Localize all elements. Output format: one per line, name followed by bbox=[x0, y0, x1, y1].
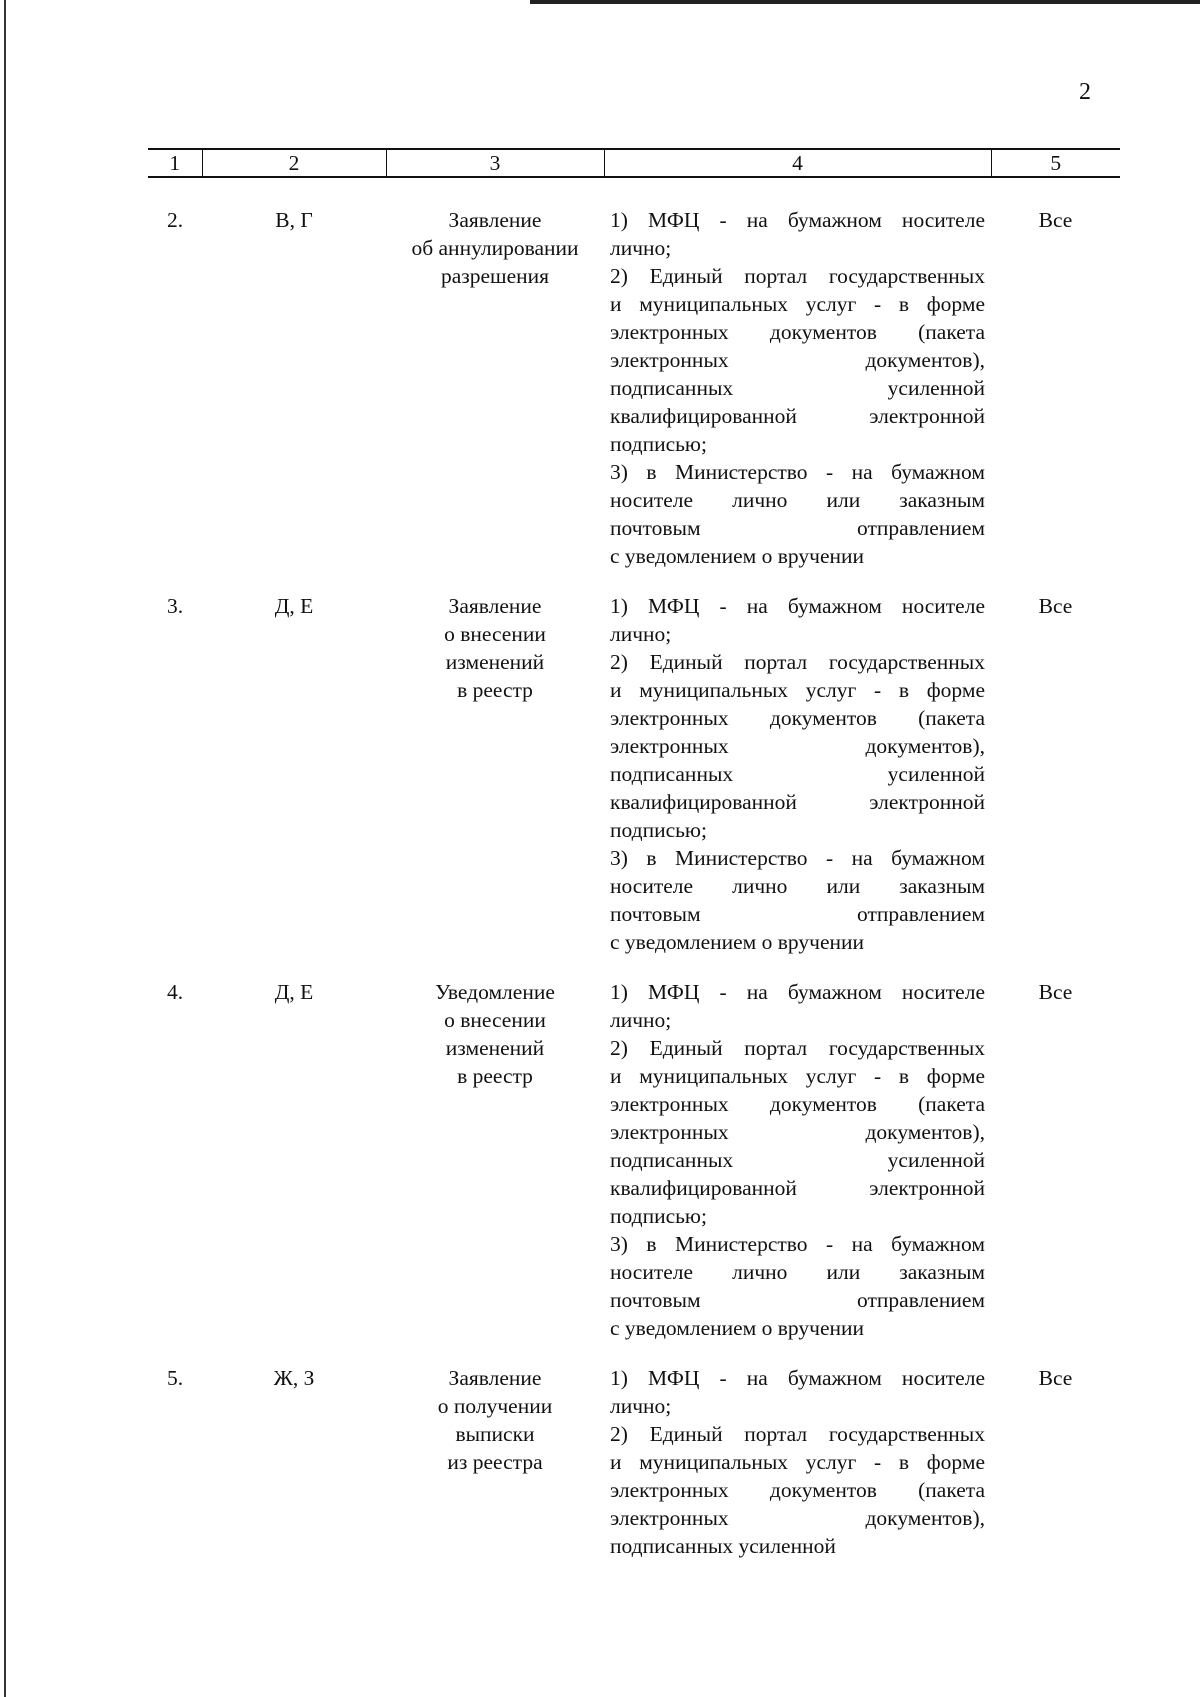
submission-method-line: квалифицированной электронной bbox=[610, 790, 985, 814]
submission-method-line: электронных документов (пакета bbox=[610, 320, 985, 344]
row-number: 3. bbox=[166, 594, 184, 618]
submission-method-line: электронных документов (пакета bbox=[610, 706, 985, 730]
document-name-line: изменений bbox=[445, 1036, 545, 1060]
applicant-categories: Д, Е bbox=[274, 980, 314, 1004]
submission-method-line: лично; bbox=[610, 1008, 672, 1032]
document-name-line: Заявление bbox=[448, 1366, 542, 1390]
row-number: 2. bbox=[166, 208, 184, 232]
submission-method-line: 3) в Министерство - на бумажном bbox=[610, 1232, 985, 1256]
scan-edge-top bbox=[530, 0, 1200, 4]
submission-methods bbox=[604, 1342, 991, 1560]
submission-method-line: с уведомлением о вручении bbox=[610, 930, 865, 954]
document-name-line: Заявление bbox=[448, 594, 542, 618]
submission-method-line: электронных документов), bbox=[610, 1506, 985, 1530]
submission-method-line: квалифицированной электронной bbox=[610, 1176, 985, 1200]
submission-methods bbox=[604, 177, 991, 570]
submission-method-line: электронных документов), bbox=[610, 348, 985, 372]
document-name bbox=[386, 1342, 604, 1560]
submission-method-line: 2) Единый портал государственных bbox=[610, 1036, 985, 1060]
document-name bbox=[386, 956, 604, 1342]
table-row bbox=[148, 177, 1120, 570]
document-name-line: в реестр bbox=[457, 1064, 533, 1088]
submission-method-line: и муниципальных услуг - в форме bbox=[610, 678, 985, 702]
document-name-line: из реестра bbox=[447, 1450, 543, 1474]
submission-method-line: с уведомлением о вручении bbox=[610, 1316, 865, 1340]
column-header-5: 5 bbox=[991, 149, 1120, 177]
applicant-categories: Ж, З bbox=[273, 1366, 315, 1390]
row-number: 5. bbox=[166, 1366, 184, 1390]
submission-method-line: лично; bbox=[610, 1394, 672, 1418]
submission-methods bbox=[604, 570, 991, 956]
submission-method-line: 3) в Министерство - на бумажном bbox=[610, 460, 985, 484]
availability: Все bbox=[1038, 1366, 1073, 1390]
submission-method-line: лично; bbox=[610, 236, 672, 260]
submission-method-line: и муниципальных услуг - в форме bbox=[610, 292, 985, 316]
document-name-line: о внесении bbox=[444, 1008, 546, 1032]
table-body bbox=[148, 177, 1120, 1560]
submission-method-line: и муниципальных услуг - в форме bbox=[610, 1450, 985, 1474]
submission-method-line: носителе лично или заказным bbox=[610, 1260, 985, 1284]
document-name-line: о получении bbox=[437, 1394, 553, 1418]
submission-method-line: 2) Единый портал государственных bbox=[610, 1422, 985, 1446]
submission-method-line: почтовым отправлением bbox=[610, 1288, 985, 1312]
submission-method-line: 1) МФЦ - на бумажном носителе bbox=[610, 208, 985, 232]
submission-method-line: с уведомлением о вручении bbox=[610, 544, 865, 568]
page-number: 2 bbox=[1079, 79, 1091, 105]
document-name-line: выписки bbox=[455, 1422, 535, 1446]
document-name-line: о внесении bbox=[444, 622, 546, 646]
document-name bbox=[386, 177, 604, 570]
document-name-line: разрешения bbox=[440, 264, 550, 288]
submission-method-line: 3) в Министерство - на бумажном bbox=[610, 846, 985, 870]
submission-method-line: электронных документов), bbox=[610, 1120, 985, 1144]
submission-method-line: 1) МФЦ - на бумажном носителе bbox=[610, 980, 985, 1004]
document-name bbox=[386, 570, 604, 956]
row-number: 4. bbox=[166, 980, 184, 1004]
column-header-3: 3 bbox=[386, 149, 604, 177]
column-header-1: 1 bbox=[148, 149, 202, 177]
submission-method-line: почтовым отправлением bbox=[610, 902, 985, 926]
submission-method-line: электронных документов), bbox=[610, 734, 985, 758]
submission-method-line: электронных документов (пакета bbox=[610, 1478, 985, 1502]
availability: Все bbox=[1038, 208, 1073, 232]
submission-method-line: электронных документов (пакета bbox=[610, 1092, 985, 1116]
submission-method-line: 2) Единый портал государственных bbox=[610, 264, 985, 288]
submission-method-line: подписью; bbox=[610, 1204, 707, 1228]
document-name-line: Заявление bbox=[448, 208, 542, 232]
column-header-2: 2 bbox=[202, 149, 386, 177]
column-header-4: 4 bbox=[604, 149, 991, 177]
table-row bbox=[148, 1342, 1120, 1560]
submission-method-line: лично; bbox=[610, 622, 672, 646]
submission-methods bbox=[604, 956, 991, 1342]
submission-method-line: и муниципальных услуг - в форме bbox=[610, 1064, 985, 1088]
document-name-line: об аннулировании bbox=[411, 236, 579, 260]
submission-method-line: подписанных усиленной bbox=[610, 376, 985, 400]
submission-method-line: почтовым отправлением bbox=[610, 516, 985, 540]
applicant-categories: Д, Е bbox=[274, 594, 314, 618]
submission-method-line: подписью; bbox=[610, 432, 707, 456]
services-table bbox=[148, 148, 1120, 1560]
submission-method-line: подписанных усиленной bbox=[610, 1534, 836, 1558]
submission-method-line: 1) МФЦ - на бумажном носителе bbox=[610, 594, 985, 618]
availability: Все bbox=[1038, 980, 1073, 1004]
submission-method-line: носителе лично или заказным bbox=[610, 488, 985, 512]
table-row bbox=[148, 956, 1120, 1342]
applicant-categories: В, Г bbox=[275, 208, 313, 232]
document-name-line: изменений bbox=[445, 650, 545, 674]
submission-method-line: подписанных усиленной bbox=[610, 1148, 985, 1172]
table-row bbox=[148, 570, 1120, 956]
submission-method-line: 1) МФЦ - на бумажном носителе bbox=[610, 1366, 985, 1390]
document-name-line: Уведомление bbox=[435, 980, 555, 1004]
table-header-row bbox=[148, 149, 1120, 177]
submission-method-line: носителе лично или заказным bbox=[610, 874, 985, 898]
submission-method-line: подписанных усиленной bbox=[610, 762, 985, 786]
scan-edge-left bbox=[4, 0, 6, 1697]
document-name-line: в реестр bbox=[457, 678, 533, 702]
submission-method-line: подписью; bbox=[610, 818, 707, 842]
availability: Все bbox=[1038, 594, 1073, 618]
submission-method-line: 2) Единый портал государственных bbox=[610, 650, 985, 674]
submission-method-line: квалифицированной электронной bbox=[610, 404, 985, 428]
